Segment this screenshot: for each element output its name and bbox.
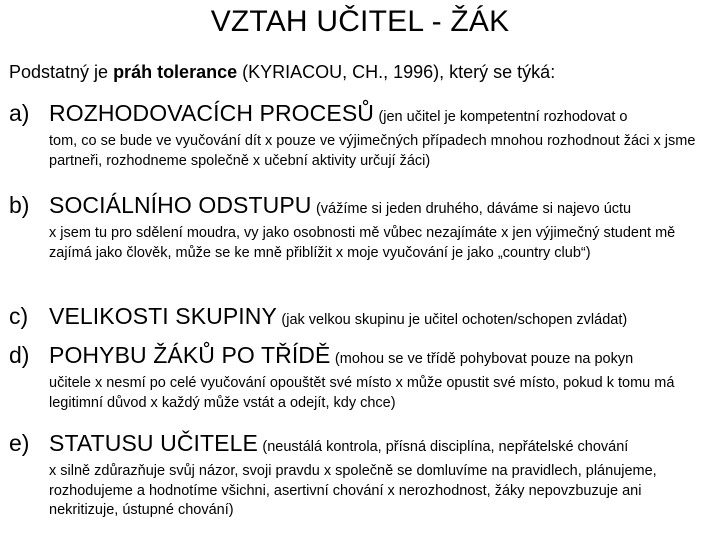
list-item-head (9, 98, 717, 132)
slide-title: VZTAH UČITEL - ŽÁK (210, 5, 510, 38)
list-item-head (9, 340, 717, 374)
list-item (9, 340, 717, 413)
list-item-head (9, 190, 717, 224)
list-keyword: SOCIÁLNÍHO ODSTUPU (49, 192, 312, 218)
list-continuation: x silně zdůrazňuje svůj názor, svoji pravdu x společně se domluvíme na pravidlech, plánujeme, rozhodujeme a hodnotíme všichni, asertivní chování x nerozhodnost, žáky nepovzbuzuje ani nekritizuje, ústupné chování) (49, 463, 657, 518)
list-lead-text: (jak velkou skupinu je učitel ochoten/schopen zvládat) (281, 312, 628, 328)
list-lead-text: (vážíme si jeden druhého, dáváme si najevo úctu (315, 201, 632, 217)
list-item (9, 428, 717, 521)
list-continuation: učitele x nesmí po celé vyučování opouštět své místo x může opustit své místo, pokud k tomu má legitimní důvod x každý může vstát a odejít, kdy chce) (49, 375, 675, 411)
list-lead-text: (jen učitel je kompetentní rozhodovat o (378, 109, 628, 125)
list-item-head (9, 301, 717, 335)
list-item (9, 301, 717, 335)
list-marker: e) (9, 430, 30, 456)
list-lead-text: (mohou se ve třídě pohybovat pouze na pokyn (334, 351, 634, 367)
list-continuation: tom, co se bude ve vyučování dít x pouze ve výjimečných případech mnohou rozhodnout žáci x jsme partneři, rozhodneme společně x učební aktivity určují žáci) (49, 133, 696, 169)
list-item (9, 190, 717, 263)
intro-bold-term: práh tolerance (113, 62, 238, 82)
list-continuation: x jsem tu pro sdělení moudra, vy jako osobnosti mě vůbec nezajímáte x jen výjimečný student mě zajímá jako člověk, může se ke mně přiblížit x moje vyučování je jako „country club“) (49, 225, 676, 261)
list-lead-text: (neustálá kontrola, přísná disciplína, nepřátelské chování (262, 439, 629, 455)
list-keyword: VELIKOSTI SKUPINY (49, 303, 277, 329)
list-marker: b) (9, 192, 30, 218)
list-keyword: POHYBU ŽÁKŮ PO TŘÍDĚ (49, 342, 331, 368)
list-item-head (9, 428, 717, 462)
intro-suffix: (KYRIACOU, CH., 1996), který se týká: (237, 62, 556, 82)
list-item (9, 98, 717, 171)
list-marker: d) (9, 342, 30, 368)
intro-prefix: Podstatný je (9, 62, 114, 82)
list-keyword: STATUSU UČITELE (49, 430, 258, 456)
list-marker: a) (9, 100, 30, 126)
intro-line (9, 60, 714, 84)
list-marker: c) (9, 303, 29, 329)
list-keyword: ROZHODOVACÍCH PROCESŮ (49, 100, 374, 126)
